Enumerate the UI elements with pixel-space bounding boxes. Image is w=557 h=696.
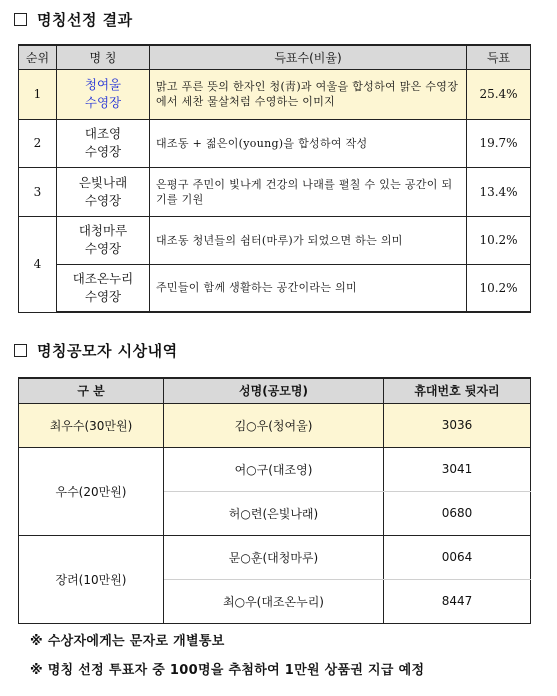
desc-cell: 주민들이 함께 생활하는 공간이라는 의미 <box>150 264 467 312</box>
category-cell: 최우수(30만원) <box>19 403 164 447</box>
phone-cell: 3036 <box>384 403 531 447</box>
name-cell <box>57 264 150 312</box>
phone-cell: 3041 <box>384 447 531 491</box>
votes-cell: 19.7% <box>467 119 531 167</box>
section-title-text: 명칭선정 결과 <box>37 11 133 29</box>
votes-cell: 25.4% <box>467 69 531 119</box>
note-notification: ※ 수상자에게는 문자로 개별통보 <box>30 634 225 649</box>
name-line1: 대조영 <box>84 126 122 141</box>
checkbox-icon <box>14 13 27 26</box>
header-name: 명 칭 <box>57 45 150 69</box>
votes-cell: 10.2% <box>467 216 531 264</box>
winner-cell: 여○구(대조영) <box>164 447 384 491</box>
name-line2: 수영장 <box>84 241 122 256</box>
table-row <box>19 264 531 312</box>
votes-cell: 10.2% <box>467 264 531 312</box>
table-row <box>19 447 531 491</box>
name-cell <box>57 216 150 264</box>
name-cell <box>57 69 150 119</box>
table-header-row <box>19 45 531 69</box>
phone-cell: 8447 <box>384 579 531 623</box>
winner-cell: 김○우(청여울) <box>164 403 384 447</box>
desc-cell: 대조동 + 젊은이(young)을 합성하여 작성 <box>150 119 467 167</box>
checkbox-icon <box>14 344 27 357</box>
table-row <box>19 403 531 447</box>
rank-cell: 2 <box>19 119 57 167</box>
name-line2: 수영장 <box>84 144 122 159</box>
name-cell <box>57 119 150 167</box>
desc-cell: 은평구 주민이 빛나게 건강의 나래를 펼칠 수 있는 공간이 되기를 기원 <box>150 167 467 216</box>
rank-cell: 3 <box>19 167 57 216</box>
name-line1: 대조온누리 <box>72 270 134 286</box>
header-phone: 휴대번호 뒷자리 <box>384 378 531 403</box>
section-title-results <box>14 9 133 30</box>
category-cell: 장려(10만원) <box>19 535 164 623</box>
name-cell <box>57 167 150 216</box>
winner-cell: 최○우(대조온누리) <box>164 579 384 623</box>
name-line2: 수영장 <box>84 288 122 304</box>
header-rank: 순위 <box>19 45 57 69</box>
phone-cell: 0680 <box>384 491 531 535</box>
desc-cell: 맑고 푸른 뜻의 한자인 청(靑)과 여울을 합성하여 맑은 수영장에서 세찬 물살처럼 수영하는 이미지 <box>150 69 467 119</box>
table-row <box>19 167 531 216</box>
table-row <box>19 535 531 579</box>
winner-cell: 허○련(은빛나래) <box>164 491 384 535</box>
header-winner: 성명(공모명) <box>164 378 384 403</box>
table-header-row <box>19 378 531 403</box>
votes-cell: 13.4% <box>467 167 531 216</box>
name-line1: 은빛나래 <box>78 174 128 190</box>
header-votes: 득표 <box>467 45 531 69</box>
rank-cell: 4 <box>19 216 57 312</box>
name-line1: 대청마루 <box>78 223 128 238</box>
desc-cell: 대조동 청년들의 쉼터(마루)가 되었으면 하는 의미 <box>150 216 467 264</box>
category-cell: 우수(20만원) <box>19 447 164 535</box>
table-row <box>19 119 531 167</box>
name-line2: 수영장 <box>84 192 122 208</box>
winner-cell: 문○훈(대청마루) <box>164 535 384 579</box>
table-row <box>19 69 531 119</box>
results-table <box>18 44 531 313</box>
phone-cell: 0064 <box>384 535 531 579</box>
rank-cell: 1 <box>19 69 57 119</box>
name-line1: 청여울 <box>84 77 122 92</box>
table-row <box>19 216 531 264</box>
section-title-text: 명칭공모자 시상내역 <box>37 342 178 360</box>
name-line2: 수영장 <box>84 95 122 110</box>
section-title-awards <box>14 340 178 361</box>
awards-table <box>18 377 531 624</box>
header-category: 구 분 <box>19 378 164 403</box>
header-desc: 득표수(비율) <box>150 45 467 69</box>
note-lottery: ※ 명칭 선정 투표자 중 100명을 추첨하여 1만원 상품권 지급 예정 <box>30 663 425 678</box>
